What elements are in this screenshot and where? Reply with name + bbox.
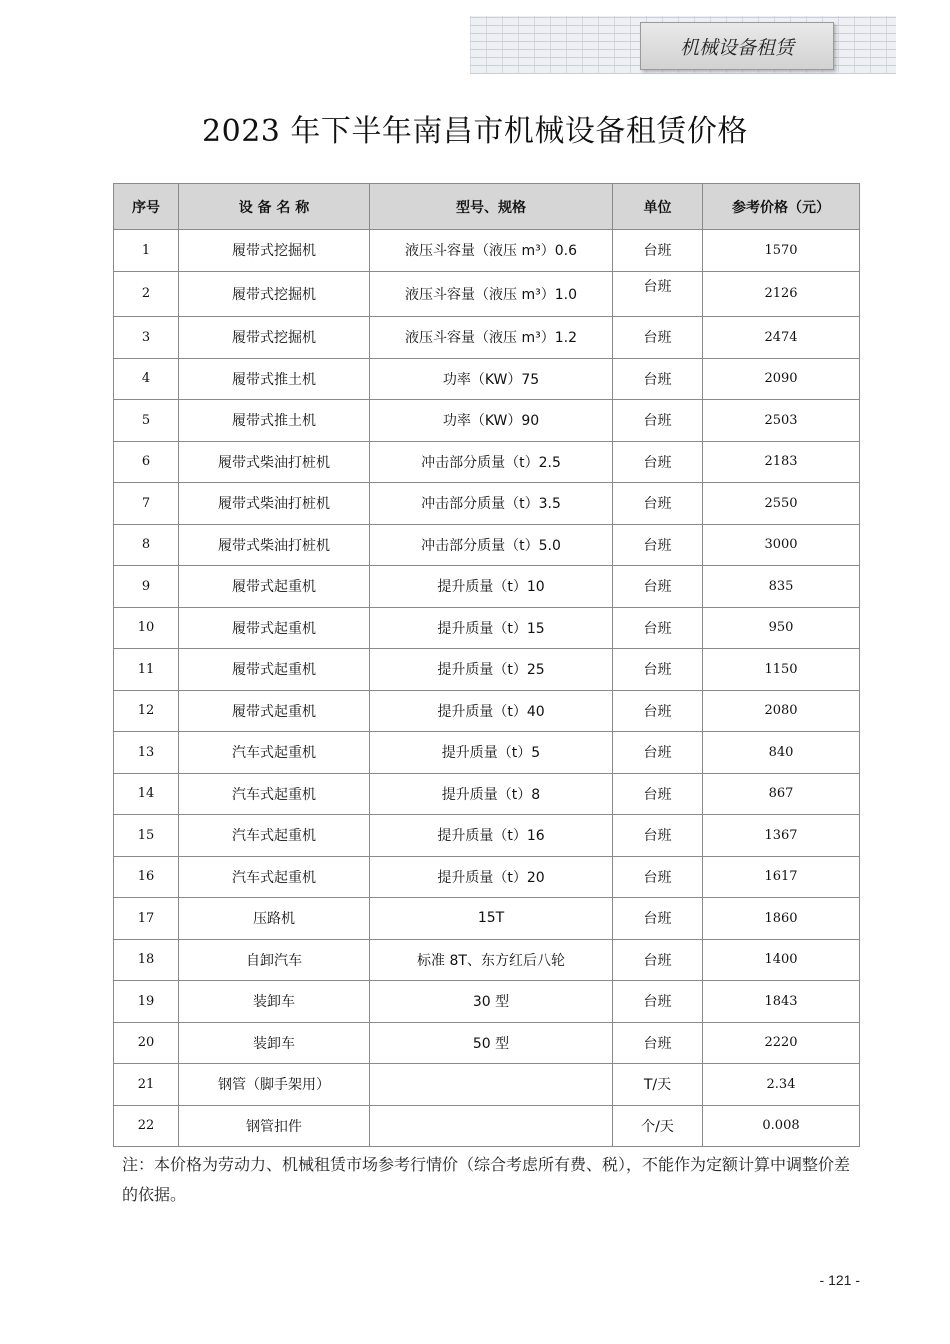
column-header-price: 参考价格（元） — [703, 184, 860, 230]
cell-name: 压路机 — [179, 898, 370, 940]
cell-price: 1570 — [703, 230, 860, 272]
cell-spec: 标准 8T、东方红后八轮 — [370, 939, 613, 981]
cell-spec — [370, 1105, 613, 1147]
cell-unit: 台班 — [613, 441, 703, 483]
cell-price: 2550 — [703, 483, 860, 525]
cell-spec: 提升质量（t）5 — [370, 732, 613, 774]
page-title: 2023 年下半年南昌市机械设备租赁价格 — [202, 114, 748, 149]
cell-no: 11 — [114, 649, 179, 691]
table-row — [114, 815, 860, 857]
table-row — [114, 898, 860, 940]
cell-unit: 台班 — [613, 1022, 703, 1064]
cell-name: 履带式推土机 — [179, 358, 370, 400]
table-row — [114, 400, 860, 442]
cell-spec: 冲击部分质量（t）2.5 — [370, 441, 613, 483]
cell-name: 履带式柴油打桩机 — [179, 441, 370, 483]
cell-name: 履带式起重机 — [179, 607, 370, 649]
cell-unit: 台班 — [613, 732, 703, 774]
cell-unit: T/天 — [613, 1064, 703, 1106]
cell-spec: 冲击部分质量（t）3.5 — [370, 483, 613, 525]
cell-unit: 台班 — [613, 271, 703, 317]
cell-unit: 台班 — [613, 566, 703, 608]
cell-name: 钢管扣件 — [179, 1105, 370, 1147]
price-table — [113, 183, 860, 1147]
cell-no: 21 — [114, 1064, 179, 1106]
cell-no: 4 — [114, 358, 179, 400]
table-row — [114, 1022, 860, 1064]
table-row — [114, 441, 860, 483]
cell-price: 1843 — [703, 981, 860, 1023]
footnote: 注：本价格为劳动力、机械租赁市场参考行情价（综合考虑所有费、税），不能作为定额计算中调整价差的依据。 — [122, 1155, 851, 1204]
cell-price: 2503 — [703, 400, 860, 442]
cell-no: 10 — [114, 607, 179, 649]
cell-spec: 50 型 — [370, 1022, 613, 1064]
table-row — [114, 230, 860, 272]
cell-unit: 台班 — [613, 898, 703, 940]
table-row — [114, 524, 860, 566]
table-row — [114, 1064, 860, 1106]
cell-spec: 提升质量（t）8 — [370, 773, 613, 815]
cell-price: 2183 — [703, 441, 860, 483]
table-row — [114, 566, 860, 608]
cell-spec: 30 型 — [370, 981, 613, 1023]
cell-name: 履带式挖掘机 — [179, 317, 370, 359]
column-header-no: 序号 — [114, 184, 179, 230]
cell-name: 装卸车 — [179, 1022, 370, 1064]
cell-name: 履带式挖掘机 — [179, 271, 370, 317]
cell-spec: 功率（KW）90 — [370, 400, 613, 442]
table-row — [114, 732, 860, 774]
cell-name: 履带式挖掘机 — [179, 230, 370, 272]
cell-price: 1150 — [703, 649, 860, 691]
cell-price: 1400 — [703, 939, 860, 981]
cell-no: 18 — [114, 939, 179, 981]
cell-spec: 提升质量（t）10 — [370, 566, 613, 608]
cell-no: 20 — [114, 1022, 179, 1064]
cell-no: 16 — [114, 856, 179, 898]
section-label: 机械设备租赁 — [640, 22, 834, 70]
cell-spec: 冲击部分质量（t）5.0 — [370, 524, 613, 566]
cell-unit: 台班 — [613, 400, 703, 442]
cell-name: 汽车式起重机 — [179, 815, 370, 857]
cell-name: 履带式起重机 — [179, 690, 370, 732]
cell-spec: 液压斗容量（液压 m³）0.6 — [370, 230, 613, 272]
cell-name: 履带式起重机 — [179, 649, 370, 691]
table-row — [114, 690, 860, 732]
cell-unit: 台班 — [613, 773, 703, 815]
cell-unit: 台班 — [613, 230, 703, 272]
table-row — [114, 649, 860, 691]
cell-name: 履带式柴油打桩机 — [179, 483, 370, 525]
page-number: - 121 - — [819, 1272, 860, 1288]
cell-unit: 台班 — [613, 358, 703, 400]
cell-no: 3 — [114, 317, 179, 359]
cell-name: 钢管（脚手架用） — [179, 1064, 370, 1106]
cell-name: 汽车式起重机 — [179, 732, 370, 774]
cell-unit: 台班 — [613, 981, 703, 1023]
cell-unit: 台班 — [613, 607, 703, 649]
table-header-row — [114, 184, 860, 230]
cell-spec — [370, 1064, 613, 1106]
table-row — [114, 981, 860, 1023]
table-row — [114, 607, 860, 649]
cell-spec: 提升质量（t）40 — [370, 690, 613, 732]
cell-spec: 提升质量（t）16 — [370, 815, 613, 857]
cell-price: 3000 — [703, 524, 860, 566]
cell-no: 19 — [114, 981, 179, 1023]
table-row — [114, 856, 860, 898]
cell-price: 1367 — [703, 815, 860, 857]
cell-price: 2220 — [703, 1022, 860, 1064]
cell-no: 15 — [114, 815, 179, 857]
cell-price: 2090 — [703, 358, 860, 400]
cell-no: 7 — [114, 483, 179, 525]
cell-unit: 台班 — [613, 317, 703, 359]
column-header-spec: 型号、规格 — [370, 184, 613, 230]
cell-unit: 台班 — [613, 649, 703, 691]
cell-no: 12 — [114, 690, 179, 732]
column-header-name: 设 备 名 称 — [179, 184, 370, 230]
table-row — [114, 1105, 860, 1147]
cell-name: 履带式起重机 — [179, 566, 370, 608]
cell-price: 840 — [703, 732, 860, 774]
cell-no: 13 — [114, 732, 179, 774]
cell-no: 5 — [114, 400, 179, 442]
cell-price: 2080 — [703, 690, 860, 732]
cell-no: 14 — [114, 773, 179, 815]
cell-no: 9 — [114, 566, 179, 608]
cell-name: 履带式柴油打桩机 — [179, 524, 370, 566]
cell-price: 2.34 — [703, 1064, 860, 1106]
cell-unit: 台班 — [613, 690, 703, 732]
cell-price: 2474 — [703, 317, 860, 359]
cell-price: 835 — [703, 566, 860, 608]
column-header-unit: 单位 — [613, 184, 703, 230]
cell-unit: 个/天 — [613, 1105, 703, 1147]
table-row — [114, 358, 860, 400]
cell-name: 装卸车 — [179, 981, 370, 1023]
table-row — [114, 939, 860, 981]
cell-name: 履带式推土机 — [179, 400, 370, 442]
cell-unit: 台班 — [613, 939, 703, 981]
cell-spec: 功率（KW）75 — [370, 358, 613, 400]
cell-price: 0.008 — [703, 1105, 860, 1147]
cell-price: 867 — [703, 773, 860, 815]
cell-no: 22 — [114, 1105, 179, 1147]
cell-spec: 15T — [370, 898, 613, 940]
cell-unit: 台班 — [613, 815, 703, 857]
table-row — [114, 271, 860, 317]
cell-name: 汽车式起重机 — [179, 773, 370, 815]
table-body — [114, 230, 860, 1147]
table-row — [114, 317, 860, 359]
cell-unit: 台班 — [613, 483, 703, 525]
cell-no: 2 — [114, 271, 179, 317]
cell-price: 1860 — [703, 898, 860, 940]
cell-price: 1617 — [703, 856, 860, 898]
cell-unit: 台班 — [613, 524, 703, 566]
table-row — [114, 773, 860, 815]
cell-name: 自卸汽车 — [179, 939, 370, 981]
table-row — [114, 483, 860, 525]
cell-price: 2126 — [703, 271, 860, 317]
cell-name: 汽车式起重机 — [179, 856, 370, 898]
cell-no: 1 — [114, 230, 179, 272]
cell-spec: 提升质量（t）15 — [370, 607, 613, 649]
cell-price: 950 — [703, 607, 860, 649]
cell-no: 6 — [114, 441, 179, 483]
cell-no: 17 — [114, 898, 179, 940]
cell-spec: 提升质量（t）25 — [370, 649, 613, 691]
cell-no: 8 — [114, 524, 179, 566]
cell-unit: 台班 — [613, 856, 703, 898]
cell-spec: 液压斗容量（液压 m³）1.2 — [370, 317, 613, 359]
cell-spec: 提升质量（t）20 — [370, 856, 613, 898]
cell-spec: 液压斗容量（液压 m³）1.0 — [370, 271, 613, 317]
